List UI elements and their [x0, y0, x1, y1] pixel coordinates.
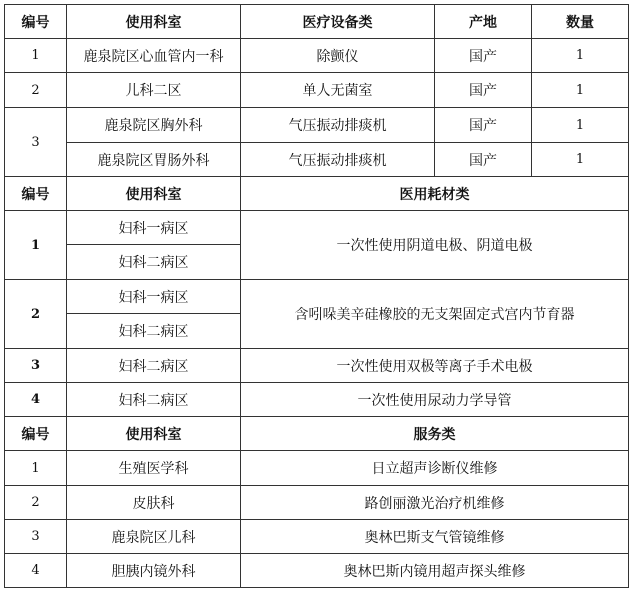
header-cell: 编号: [5, 5, 67, 39]
dept-cell: 皮肤科: [67, 486, 241, 520]
header-cell: 服务类: [241, 417, 629, 451]
table-row: [5, 520, 629, 554]
header-cell: 医用耗材类: [241, 177, 629, 211]
header-cell: 使用科室: [67, 5, 241, 39]
item-cell: 日立超声诊断仪维修: [241, 451, 629, 486]
item-cell: 奥林巴斯支气管镜维修: [241, 520, 629, 554]
procurement-table: [4, 4, 629, 588]
item-cell: 一次性使用尿动力学导管: [241, 383, 629, 417]
dept-cell: 妇科二病区: [67, 314, 241, 349]
dept-cell: 儿科二区: [67, 73, 241, 108]
header-cell: 编号: [5, 417, 67, 451]
item-cell: 一次性使用双极等离子手术电极: [241, 349, 629, 383]
dept-cell: 鹿泉院区胃肠外科: [67, 143, 241, 177]
item-cell: 除颤仪: [241, 39, 435, 73]
table-row: [5, 143, 629, 177]
table-row: [5, 73, 629, 108]
row-number: 3: [5, 108, 67, 177]
row-number: 1: [5, 39, 67, 73]
dept-cell: 妇科二病区: [67, 349, 241, 383]
item-cell: 气压振动排痰机: [241, 108, 435, 143]
dept-cell: 鹿泉院区心血管内一科: [67, 39, 241, 73]
dept-cell: 妇科二病区: [67, 245, 241, 280]
table-row: [5, 211, 629, 245]
origin-cell: 国产: [435, 73, 532, 108]
row-number: 3: [5, 520, 67, 554]
item-cell: 气压振动排痰机: [241, 143, 435, 177]
item-cell: 路创丽激光治疗机维修: [241, 486, 629, 520]
table-row: [5, 486, 629, 520]
row-number: 2: [5, 280, 67, 349]
dept-cell: 妇科一病区: [67, 211, 241, 245]
row-number: 3: [5, 349, 67, 383]
row-number: 4: [5, 554, 67, 588]
dept-cell: 鹿泉院区胸外科: [67, 108, 241, 143]
table-row: [5, 451, 629, 486]
row-number: 1: [5, 451, 67, 486]
row-number: 4: [5, 383, 67, 417]
dept-cell: 鹿泉院区儿科: [67, 520, 241, 554]
table-row: [5, 554, 629, 588]
qty-cell: 1: [532, 39, 629, 73]
table-row: [5, 349, 629, 383]
dept-cell: 妇科一病区: [67, 280, 241, 314]
qty-cell: 1: [532, 73, 629, 108]
table-row: [5, 280, 629, 314]
item-cell: 奥林巴斯内镜用超声探头维修: [241, 554, 629, 588]
item-cell: 单人无菌室: [241, 73, 435, 108]
header-cell: 编号: [5, 177, 67, 211]
header-cell: 医疗设备类: [241, 5, 435, 39]
table-row: [5, 108, 629, 143]
origin-cell: 国产: [435, 108, 532, 143]
services-header-row: [5, 417, 629, 451]
origin-cell: 国产: [435, 39, 532, 73]
row-number: 2: [5, 486, 67, 520]
qty-cell: 1: [532, 143, 629, 177]
table-row: [5, 39, 629, 73]
equipment-header-row: [5, 5, 629, 39]
item-cell: 一次性使用阴道电极、阴道电极: [241, 211, 629, 280]
header-cell: 产地: [435, 5, 532, 39]
row-number: 1: [5, 211, 67, 280]
origin-cell: 国产: [435, 143, 532, 177]
dept-cell: 妇科二病区: [67, 383, 241, 417]
dept-cell: 生殖医学科: [67, 451, 241, 486]
dept-cell: 胆胰内镜外科: [67, 554, 241, 588]
consumables-header-row: [5, 177, 629, 211]
header-cell: 数量: [532, 5, 629, 39]
header-cell: 使用科室: [67, 417, 241, 451]
item-cell: 含吲哚美辛硅橡胶的无支架固定式宫内节育器: [241, 280, 629, 349]
table-row: [5, 383, 629, 417]
row-number: 2: [5, 73, 67, 108]
header-cell: 使用科室: [67, 177, 241, 211]
qty-cell: 1: [532, 108, 629, 143]
